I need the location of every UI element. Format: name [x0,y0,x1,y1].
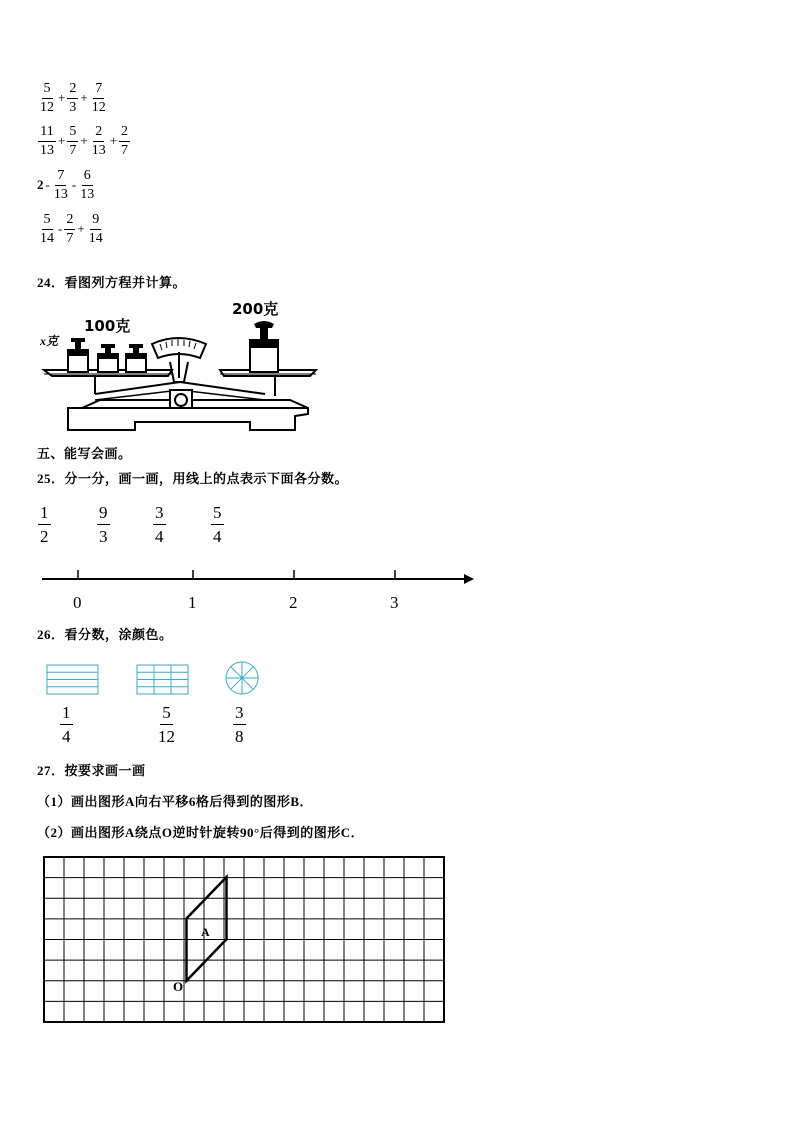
operator: - [45,177,50,192]
rectangle-twelfths-shape[interactable] [136,664,190,696]
numerator: 2 [64,213,75,230]
operator: + [58,90,66,105]
q25-fraction-4: $\frac{5}{4}$ [213,503,222,546]
fraction [67,82,78,115]
denominator: 7 [69,142,77,158]
fraction [67,125,78,158]
denominator: 12 [40,99,54,115]
expression-row [37,123,131,159]
numerator: 11 [38,125,55,142]
number-line[interactable] [40,570,480,590]
operator: + [58,133,66,148]
denominator: 12 [91,99,106,115]
question-24-title: 24．看图列方程并计算。 [37,275,187,290]
label-200-grams: 200克 [232,300,279,318]
numerator: 5 [42,82,53,99]
denominator: 13 [40,142,54,158]
tick-label-2: 2 [289,593,298,612]
fraction [52,169,70,202]
numerator: 2 [93,125,104,142]
expression-row [37,80,109,116]
numerator: 5 [67,125,78,142]
fraction [90,125,108,158]
q26-fraction-3: $\frac{3}{8}$ [235,703,244,746]
denominator: 7 [121,142,129,158]
q25-fraction-3: $\frac{3}{4}$ [155,503,164,546]
fraction [38,125,56,158]
rectangle-quarters-shape[interactable] [46,664,100,696]
q27-task-1: （1）画出图形A向右平移6格后得到的图形B． [37,794,314,809]
operator: + [109,133,118,148]
point-o-label: O [173,979,184,994]
fraction [87,213,105,246]
expression-row [37,211,106,247]
fraction [119,125,130,158]
fraction [90,82,108,115]
denominator: 13 [80,186,95,202]
operator: + [80,133,88,148]
fraction [78,169,96,202]
numerator: 9 [90,213,101,230]
operator: + [80,90,88,105]
denominator: 13 [91,142,106,158]
q26-fraction-1: $\frac{1}{4}$ [62,703,71,746]
drawing-grid[interactable] [43,856,446,1024]
label-100-grams: 100克 [84,317,131,335]
fraction [38,213,56,246]
question-26-title: 26．看分数，涂颜色。 [37,627,173,642]
numerator: 5 [42,213,53,230]
fraction [38,82,56,115]
numerator: 2 [67,82,78,99]
numerator: 6 [82,169,93,186]
denominator: 14 [40,230,54,246]
denominator: 3 [69,99,77,115]
label-x-grams: x克 [40,334,59,348]
q25-fraction-2: $\frac{9}{3}$ [99,503,108,546]
fraction [64,213,75,246]
q25-fraction-1: $\frac{1}{2}$ [40,503,49,546]
denominator: 7 [66,230,74,246]
q26-fraction-2: $\frac{5}{12}$ [158,703,175,746]
denominator: 13 [53,186,68,202]
numerator: 7 [93,82,104,99]
tick-label-1: 1 [188,593,197,612]
q27-task-2: （2）画出图形A绕点O逆时针旋转90°后得到的图形C． [37,825,365,840]
numerator: 2 [119,125,130,142]
tick-label-0: 0 [73,593,82,612]
figure-a-label: A [201,925,210,939]
operator: + [77,221,85,236]
x-gram-weight [68,338,88,372]
numerator: 7 [55,169,66,186]
operator: - [58,221,63,236]
question-27-title: 27．按要求画一画 [37,763,146,778]
100-gram-weight-2 [126,344,146,372]
whole-number: 2 [37,177,44,192]
circle-eighths-shape[interactable] [224,660,262,698]
200-gram-weight [250,321,278,372]
expression-row [37,167,97,203]
balance-scale-figure [40,296,322,436]
tick-label-3: 3 [390,593,399,612]
operator: - [71,177,77,192]
section-5-heading: 五、能写会画。 [37,446,132,461]
100-gram-weight-1 [98,344,118,372]
denominator: 14 [88,230,103,246]
question-25-title: 25．分一分，画一画，用线上的点表示下面各分数。 [37,471,349,486]
